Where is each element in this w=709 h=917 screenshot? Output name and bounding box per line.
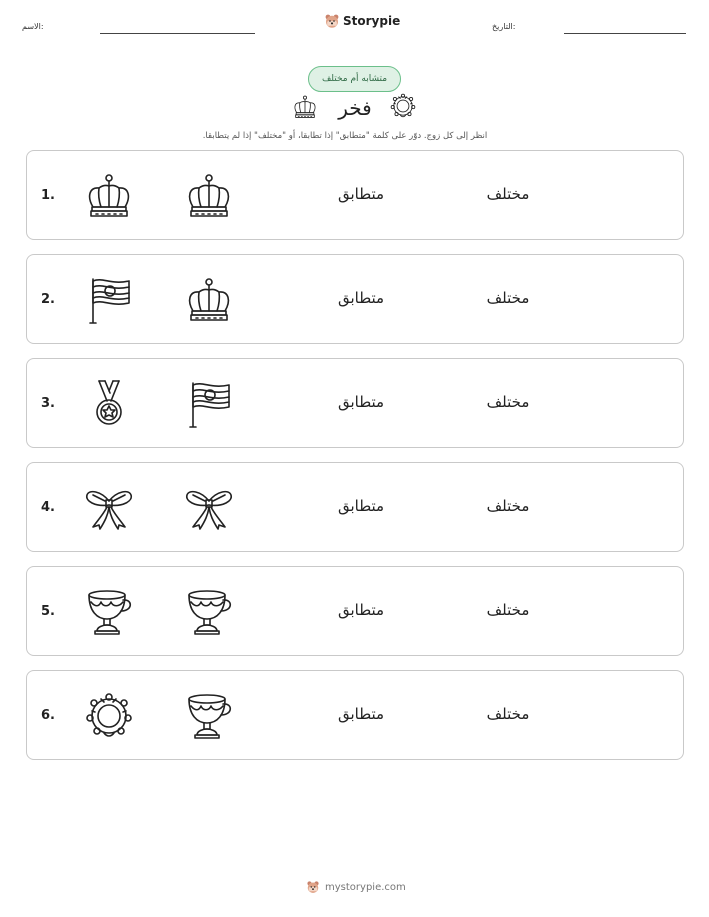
exercise-row (26, 566, 684, 656)
crown-icon (83, 171, 135, 221)
trophy-cup-icon (183, 587, 235, 637)
different-option[interactable]: مختلف (486, 185, 530, 203)
trophy-cup-icon (83, 587, 135, 637)
date-label: التاريخ: (492, 22, 516, 31)
date-line[interactable] (564, 33, 686, 34)
same-option[interactable]: متطابق (337, 705, 385, 723)
page-title: فخر (338, 96, 372, 120)
bow-icon (183, 483, 235, 533)
trophy-cup-icon (183, 691, 235, 741)
footer (306, 880, 406, 894)
exercise-row (26, 150, 684, 240)
different-option[interactable]: مختلف (486, 289, 530, 307)
row-number: 3. (41, 396, 55, 411)
bear-logo-icon (306, 880, 320, 894)
exercise-row (26, 462, 684, 552)
row-number: 4. (41, 500, 55, 515)
medal-icon (83, 379, 135, 429)
wreath-icon (83, 691, 135, 741)
different-option[interactable]: مختلف (486, 705, 530, 723)
flag-icon (183, 379, 235, 429)
different-option[interactable]: مختلف (486, 393, 530, 411)
name-label: الاسم: (22, 22, 44, 31)
crown-icon (291, 94, 319, 120)
bear-logo-icon (324, 13, 340, 29)
row-number: 6. (41, 708, 55, 723)
bow-icon (83, 483, 135, 533)
wreath-icon (389, 92, 417, 120)
same-option[interactable]: متطابق (337, 497, 385, 515)
row-number: 1. (41, 188, 55, 203)
crown-icon (183, 171, 235, 221)
row-number: 5. (41, 604, 55, 619)
footer-url: mystorypie.com (325, 881, 406, 893)
flag-icon (83, 275, 135, 325)
row-number: 2. (41, 292, 55, 307)
same-option[interactable]: متطابق (337, 289, 385, 307)
brand-name: Storypie (343, 14, 401, 28)
brand-logo (324, 13, 400, 29)
same-option[interactable]: متطابق (337, 601, 385, 619)
activity-badge: متشابه أم مختلف (308, 66, 401, 92)
exercise-row (26, 358, 684, 448)
instructions: انظر إلى كل زوج. دوّر على كلمة "متطابق" إذا تطابقا، أو "مختلف" إذا لم يتطابقا. (202, 131, 488, 141)
different-option[interactable]: مختلف (486, 601, 530, 619)
exercise-row (26, 254, 684, 344)
exercise-row (26, 670, 684, 760)
crown-icon (183, 275, 235, 325)
different-option[interactable]: مختلف (486, 497, 530, 515)
name-line[interactable] (100, 33, 255, 34)
same-option[interactable]: متطابق (337, 185, 385, 203)
same-option[interactable]: متطابق (337, 393, 385, 411)
